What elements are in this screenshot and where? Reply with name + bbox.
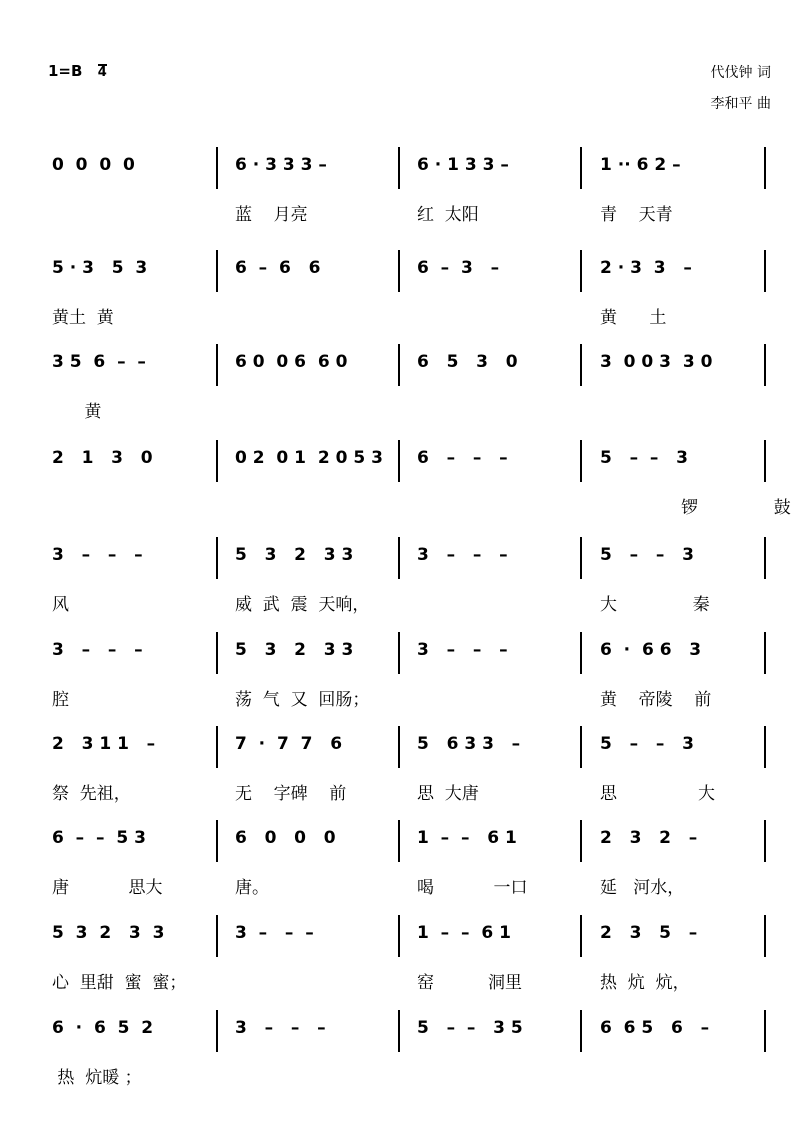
barline bbox=[580, 632, 582, 674]
measure-notes: 6 · 3 3 3 – bbox=[235, 155, 327, 175]
measure-notes: 6 – – 5 3 bbox=[52, 828, 146, 848]
barline bbox=[764, 820, 766, 862]
barline bbox=[764, 440, 766, 482]
measure-notes: 6 · 1 3 3 – bbox=[417, 155, 509, 175]
barline bbox=[580, 147, 582, 189]
lyric-text: 红 太阳 bbox=[417, 205, 479, 225]
lyric-text: 锣 鼓 bbox=[600, 498, 791, 518]
barline bbox=[764, 344, 766, 386]
measure-notes: 3 – – – bbox=[52, 545, 143, 565]
lyric-text: 思 大唐 bbox=[417, 784, 479, 804]
barline bbox=[398, 440, 400, 482]
lyric-text: 唐 思大 bbox=[52, 878, 163, 898]
measure-notes: 2 3 5 – bbox=[600, 923, 698, 943]
measure-notes: 5 3 2 3 3 bbox=[235, 640, 354, 660]
barline bbox=[580, 820, 582, 862]
score-row bbox=[0, 448, 793, 538]
measure-notes: 5 – – 3 bbox=[600, 448, 689, 468]
measure-notes: 6 5 3 0 bbox=[417, 352, 518, 372]
lyric-text: 祭 先祖， bbox=[52, 784, 131, 804]
lyric-text: 腔 bbox=[52, 690, 69, 710]
barline bbox=[764, 1010, 766, 1052]
lyric-text: 青 天青 bbox=[600, 205, 673, 225]
barline bbox=[216, 915, 218, 957]
barline bbox=[580, 344, 582, 386]
lyric-text: 黄 bbox=[52, 402, 102, 422]
lyric-text: 黄土 黄 bbox=[52, 308, 114, 328]
measure-notes: 5 – – 3 bbox=[600, 734, 694, 754]
meter-denominator: 4 bbox=[97, 65, 107, 80]
composer-credit: 李和平 曲 bbox=[710, 96, 771, 112]
barline bbox=[216, 632, 218, 674]
lyric-text: 思 大 bbox=[600, 784, 716, 804]
barline bbox=[216, 147, 218, 189]
lyric-text: 荡 气 又 回肠； bbox=[235, 690, 370, 710]
barline bbox=[580, 250, 582, 292]
lyric-text: 延 河水， bbox=[600, 878, 685, 898]
measure-notes: 5 3 2 3 3 bbox=[235, 545, 354, 565]
barline bbox=[580, 440, 582, 482]
measure-notes: 5 – – 3 bbox=[600, 545, 694, 565]
measure-notes: 1 ·· 6 2 – bbox=[600, 155, 681, 175]
barline bbox=[764, 147, 766, 189]
measure-notes: 3 – – – bbox=[235, 1018, 326, 1038]
barline bbox=[580, 726, 582, 768]
measure-notes: 3 – – – bbox=[52, 640, 143, 660]
lyric-text: 威 武 震 天响， bbox=[235, 595, 370, 615]
lyric-text: 黄 土 bbox=[600, 308, 667, 328]
measure-notes: 6 · 6 5 2 bbox=[52, 1018, 154, 1038]
lyric-text: 黄 帝陵 前 bbox=[600, 690, 712, 710]
lyric-text: 热 炕暖 ； bbox=[52, 1068, 142, 1088]
measure-notes: 7 · 7 7 6 bbox=[235, 734, 343, 754]
score-row bbox=[0, 155, 793, 245]
score-row bbox=[0, 828, 793, 918]
lyric-text: 唐。 bbox=[235, 878, 269, 898]
barline bbox=[764, 537, 766, 579]
measure-notes: 3 0 0 3 3 0 bbox=[600, 352, 713, 372]
score-row bbox=[0, 352, 793, 442]
measure-notes: 1 – – 6 1 bbox=[417, 828, 517, 848]
lyric-text: 风 bbox=[52, 595, 69, 615]
barline bbox=[216, 537, 218, 579]
barline bbox=[398, 537, 400, 579]
barline bbox=[216, 250, 218, 292]
barline bbox=[764, 915, 766, 957]
measure-notes: 1 – – 6 1 bbox=[417, 923, 511, 943]
measure-notes: 6 · 6 6 3 bbox=[600, 640, 702, 660]
barline bbox=[764, 250, 766, 292]
barline bbox=[398, 632, 400, 674]
barline bbox=[398, 915, 400, 957]
measure-notes: 3 – – – bbox=[417, 640, 508, 660]
measure-notes: 5 · 3 5 3 bbox=[52, 258, 148, 278]
barline bbox=[764, 726, 766, 768]
measure-notes: 2 · 3 3 – bbox=[600, 258, 692, 278]
score-row bbox=[0, 923, 793, 1013]
key-signature bbox=[48, 62, 107, 80]
barline bbox=[398, 726, 400, 768]
barline bbox=[398, 344, 400, 386]
barline bbox=[764, 632, 766, 674]
barline bbox=[580, 537, 582, 579]
barline bbox=[580, 915, 582, 957]
measure-notes: 6 0 0 6 6 0 bbox=[235, 352, 348, 372]
measure-notes: 6 0 0 0 bbox=[235, 828, 336, 848]
barline bbox=[216, 820, 218, 862]
meter-fraction bbox=[98, 64, 107, 80]
barline bbox=[216, 1010, 218, 1052]
measure-notes: 6 6 5 6 – bbox=[600, 1018, 710, 1038]
lyric-text: 热 炕 炕， bbox=[600, 973, 690, 993]
score-row bbox=[0, 545, 793, 635]
barline bbox=[398, 820, 400, 862]
measure-notes: 6 – – – bbox=[417, 448, 508, 468]
measure-notes: 5 6 3 3 – bbox=[417, 734, 521, 754]
score-row bbox=[0, 1018, 793, 1108]
barline bbox=[216, 440, 218, 482]
barline bbox=[398, 1010, 400, 1052]
score-row bbox=[0, 734, 793, 824]
measure-notes: 6 – 6 6 bbox=[235, 258, 321, 278]
measure-notes: 3 – – – bbox=[417, 545, 508, 565]
key-label: 1=B bbox=[48, 62, 83, 80]
measure-notes: 3 5 6 – – bbox=[52, 352, 146, 372]
measure-notes: 5 3 2 3 3 bbox=[52, 923, 165, 943]
score-row bbox=[0, 640, 793, 730]
measure-notes: 2 1 3 0 bbox=[52, 448, 153, 468]
barline bbox=[580, 1010, 582, 1052]
lyric-text: 蓝 月亮 bbox=[235, 205, 308, 225]
lyric-text: 心 里甜 蜜 蜜； bbox=[52, 973, 187, 993]
lyric-text: 大 秦 bbox=[600, 595, 710, 615]
barline bbox=[398, 147, 400, 189]
lyric-text: 无 字碑 前 bbox=[235, 784, 347, 804]
barline bbox=[216, 726, 218, 768]
measure-notes: 0 0 0 0 bbox=[52, 155, 135, 175]
score-row bbox=[0, 258, 793, 348]
lyric-text: 喝 一口 bbox=[417, 878, 528, 898]
barline bbox=[398, 250, 400, 292]
lyricist-credit: 代伐钟 词 bbox=[710, 65, 771, 81]
measure-notes: 6 – 3 – bbox=[417, 258, 500, 278]
measure-notes: 0 2 0 1 2 0 5 3 bbox=[235, 448, 383, 468]
measure-notes: 5 – – 3 5 bbox=[417, 1018, 523, 1038]
barline bbox=[216, 344, 218, 386]
measure-notes: 2 3 2 – bbox=[600, 828, 698, 848]
measure-notes: 2 3 1 1 – bbox=[52, 734, 156, 754]
lyric-text: 窑 洞里 bbox=[417, 973, 523, 993]
measure-notes: 3 – – – bbox=[235, 923, 314, 943]
